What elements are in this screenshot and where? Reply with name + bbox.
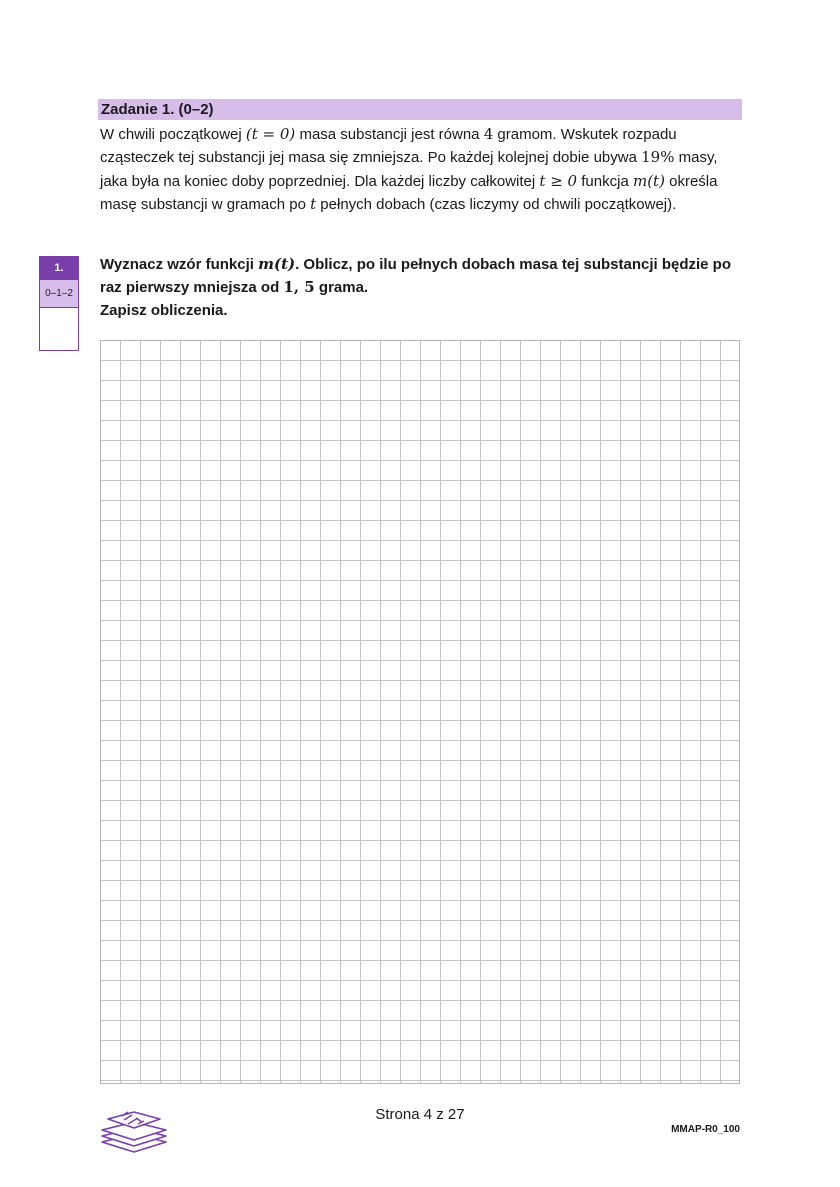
task-header	[98, 99, 742, 120]
score-range: 0–1–2	[40, 280, 78, 308]
math-t-equals-0: (t = 0)	[245, 125, 296, 143]
math-19-percent: 19%	[641, 148, 675, 167]
task-text: Wyznacz wzór funkcji	[100, 256, 259, 273]
intro-text: pełnych dobach (czas liczymy od chwili początkowej).	[316, 196, 677, 214]
task-text: grama.	[314, 279, 369, 297]
exam-code: MMAP-R0_100	[671, 1124, 740, 1135]
task-text: . Oblicz, po ilu pełnych dobach masa tej substancji będzie po raz pierwszy mniejsza od	[100, 256, 732, 297]
intro-text: funkcja	[577, 172, 633, 190]
intro-text: masa substancji jest równa	[295, 126, 484, 143]
page-number: Strona 4 z 27	[375, 1106, 465, 1123]
math-4: 4	[483, 125, 494, 143]
task-title: Zadanie 1. (0–2)	[101, 101, 214, 118]
math-m-of-t: m(t)	[258, 255, 296, 273]
intro-text: masy, jaka była na koniec doby poprzedniej. Dla każdej liczby całkowitej	[100, 149, 718, 190]
score-box	[39, 256, 79, 351]
intro-text: gramom. Wskutek rozpadu cząsteczek tej substancji jej masa się zmniejsza. Po każdej kolejnej dobie ubywa	[100, 126, 677, 167]
math-t-geq-0: t ≥ 0	[539, 171, 578, 190]
math-t: t	[310, 195, 317, 214]
task-write-calculations: Zapisz obliczenia.	[100, 301, 228, 319]
answer-grid[interactable]	[100, 340, 740, 1084]
task-intro	[100, 123, 740, 217]
task-instruction	[100, 253, 740, 322]
math-1-5: 1, 5	[283, 278, 315, 297]
score-task-number: 1.	[40, 257, 78, 280]
intro-text: określa masę substancji w gramach po	[100, 172, 718, 214]
score-entry-field[interactable]	[40, 308, 78, 350]
intro-text: W chwili początkowej	[100, 126, 246, 143]
math-m-of-t: m(t)	[632, 171, 665, 190]
